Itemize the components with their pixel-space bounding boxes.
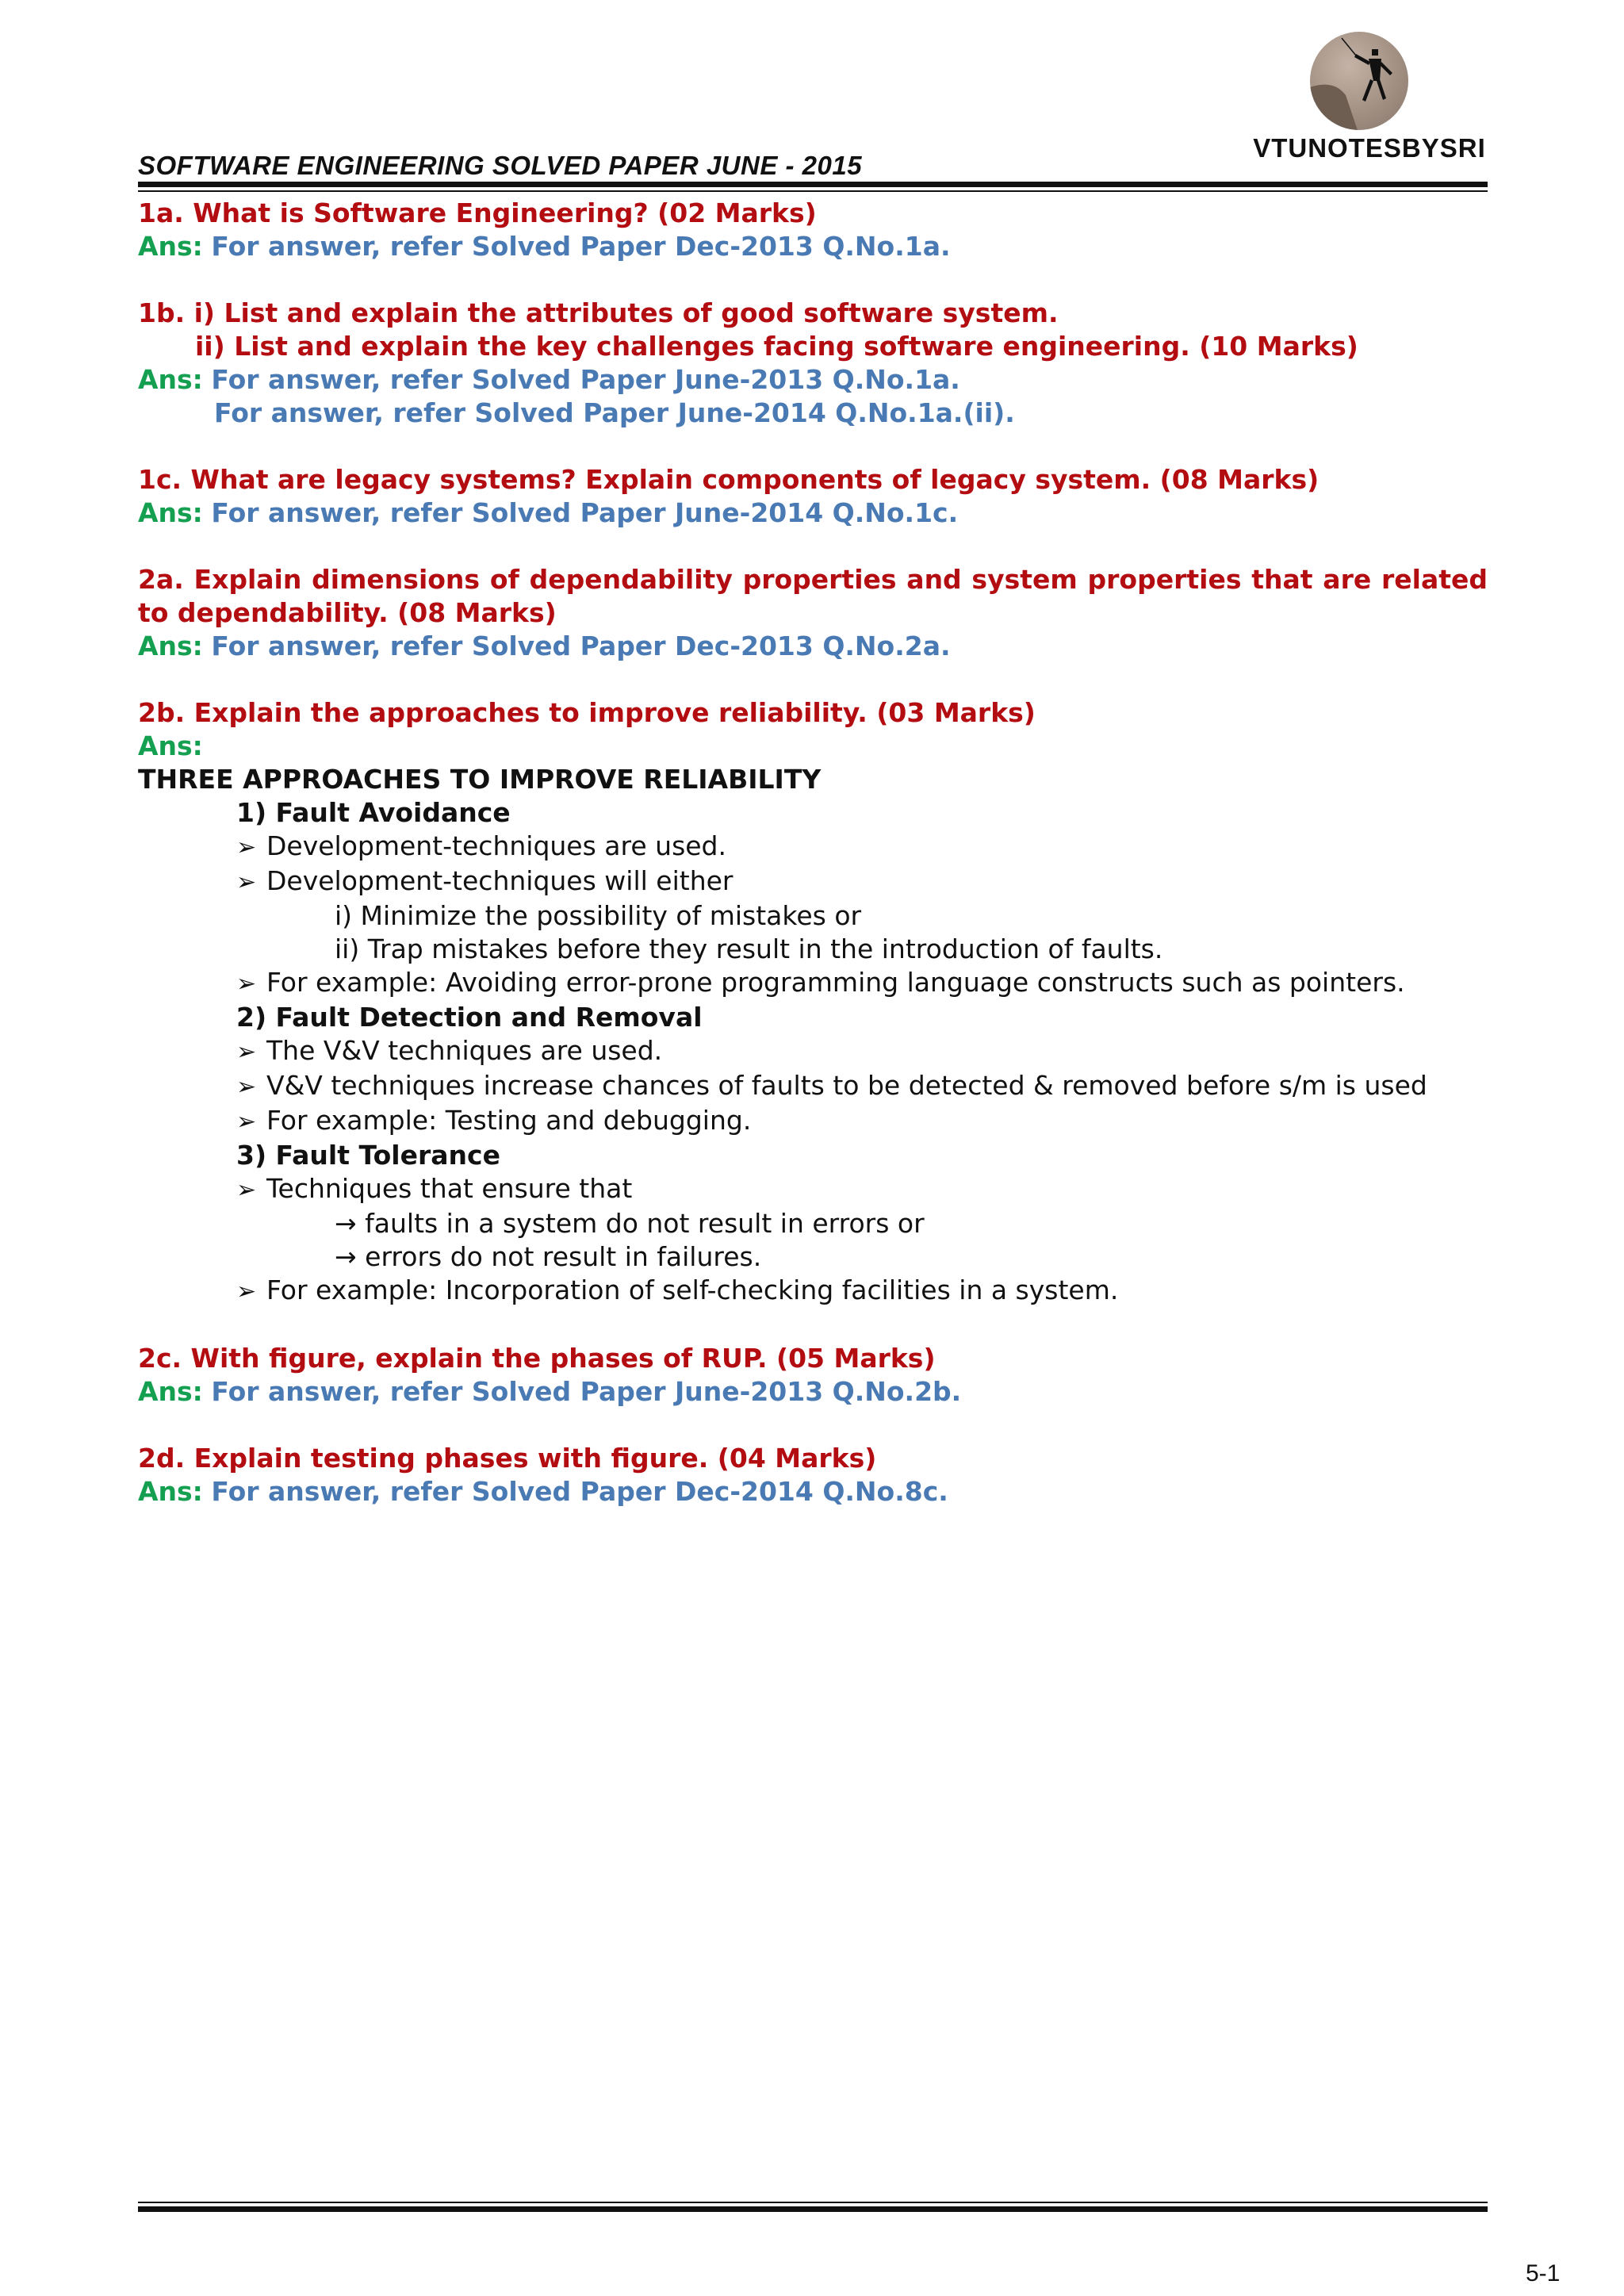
sub-item: → errors do not result in failures.: [335, 1241, 762, 1272]
answer-1a: [138, 230, 1488, 263]
question-1a: 1a. What is Software Engineering? (02 Marks): [138, 197, 817, 228]
bullet-item: ➢ Techniques that ensure that: [138, 1172, 1488, 1207]
bullet-arrow-icon: ➢: [236, 1278, 257, 1305]
answer-2a: [138, 630, 1488, 663]
question-1c: 1c. What are legacy systems? Explain components of legacy system. (08 Marks): [138, 464, 1320, 495]
brand-name: VTUNOTESBYSRI: [1253, 133, 1486, 163]
climber-logo-icon: [1310, 32, 1408, 130]
answer-2d: [138, 1475, 1488, 1508]
sub-item: ii) Trap mistakes before they result in the introduction of faults.: [335, 933, 1163, 964]
approach-title: 2) Fault Detection and Removal: [236, 1002, 703, 1033]
bullet-arrow-icon: ➢: [236, 970, 257, 998]
question-2a: 2a. Explain dimensions of dependability properties and system properties that are related to dependability. (08 Marks): [138, 564, 1488, 628]
bullet-item: ➢ V&V techniques increase chances of faults to be detected & removed before s/m is used: [138, 1069, 1488, 1104]
answer-reference-2: For answer, refer Solved Paper June-2014 Q.No.1a.(ii).: [214, 397, 1015, 428]
answer-reference: For answer, refer Solved Paper June-2014 Q.No.1c.: [211, 497, 959, 528]
document-title: SOFTWARE ENGINEERING SOLVED PAPER JUNE - 2015: [138, 151, 863, 180]
bullet-item: ➢ Development-techniques are used.: [138, 830, 1488, 864]
answer-1c: [138, 496, 1488, 530]
answer-label: Ans:: [138, 1376, 203, 1407]
answer-2c: [138, 1375, 1488, 1409]
bullet-item: ➢ For example: Testing and debugging.: [138, 1104, 1488, 1139]
bullet-item: ➢ For example: Avoiding error-prone programming language constructs such as pointers.: [138, 966, 1488, 1001]
bullet-arrow-icon: ➢: [236, 1073, 257, 1101]
header-rule: [138, 182, 1488, 187]
answer-reference: For answer, refer Solved Paper Dec-2014 Q.No.8c.: [211, 1476, 948, 1507]
answer-reference: For answer, refer Solved Paper June-2013 Q.No.2b.: [211, 1376, 962, 1407]
bullet-arrow-icon: ➢: [236, 1176, 257, 1204]
page-number: 5-1: [1526, 2260, 1561, 2286]
approach-title: 3) Fault Tolerance: [236, 1140, 500, 1171]
answer-reference: For answer, refer Solved Paper Dec-2013 Q.No.2a.: [211, 631, 951, 661]
bullet-arrow-icon: ➢: [236, 1108, 257, 1136]
answer-reference: For answer, refer Solved Paper Dec-2013 Q.No.1a.: [211, 231, 951, 262]
answer-reference: For answer, refer Solved Paper June-2013 Q.No.1a.: [211, 364, 960, 395]
footer-rule: [138, 2206, 1488, 2212]
bullet-arrow-icon: ➢: [236, 1038, 257, 1066]
document-body: [138, 197, 1488, 1508]
sub-item: i) Minimize the possibility of mistakes or: [335, 900, 862, 931]
bullet-arrow-icon: ➢: [236, 834, 257, 861]
question-1b-part-ii: ii) List and explain the key challenges facing software engineering. (10 Marks): [195, 331, 1358, 362]
bullet-arrow-icon: ➢: [236, 868, 257, 896]
bullet-item: ➢ For example: Incorporation of self-checking facilities in a system.: [138, 1274, 1488, 1309]
bullet-item: ➢ The V&V techniques are used.: [138, 1034, 1488, 1069]
answer-label: Ans:: [138, 1476, 203, 1507]
answer-label: Ans:: [138, 364, 203, 395]
answer-label: Ans:: [138, 730, 203, 761]
answer-label: Ans:: [138, 231, 203, 262]
answer-1b: [138, 363, 1488, 397]
question-2c: 2c. With figure, explain the phases of RUP. (05 Marks): [138, 1343, 936, 1374]
question-2d: 2d. Explain testing phases with figure. (04 Marks): [138, 1443, 877, 1474]
question-1b-part-i: 1b. i) List and explain the attributes of good software system.: [138, 297, 1059, 328]
footer-rule-thin: [138, 2202, 1488, 2203]
header-rule-thin: [138, 190, 1488, 192]
section-heading: THREE APPROACHES TO IMPROVE RELIABILITY: [138, 764, 822, 795]
approach-title: 1) Fault Avoidance: [236, 797, 511, 828]
answer-label: Ans:: [138, 497, 203, 528]
bullet-item: ➢ Development-techniques will either: [138, 864, 1488, 899]
answer-label: Ans:: [138, 631, 203, 661]
sub-item: → faults in a system do not result in errors or: [335, 1208, 925, 1239]
question-2b: 2b. Explain the approaches to improve reliability. (03 Marks): [138, 697, 1036, 728]
